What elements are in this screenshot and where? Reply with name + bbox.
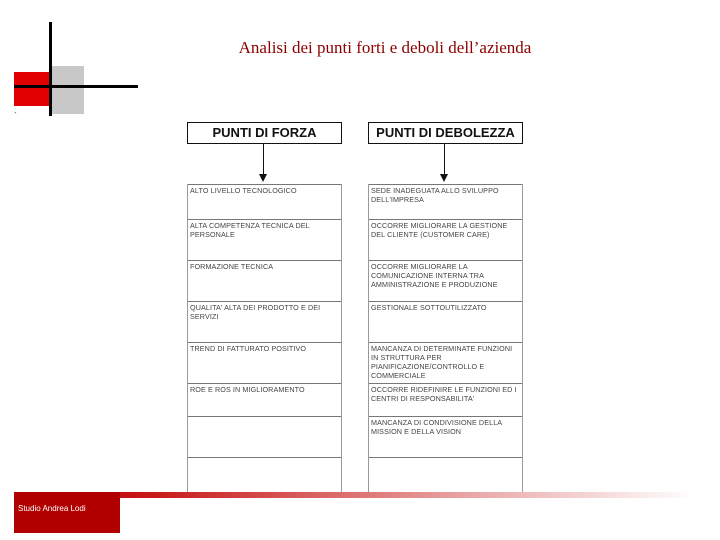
list-item: ROE E ROS IN MIGLIORAMENTO [188, 383, 341, 416]
list-item: SEDE INADEGUATA ALLO SVILUPPO DELL'IMPRESA [369, 184, 522, 219]
down-arrow-icon [187, 144, 342, 184]
list-item: FORMAZIONE TECNICA [188, 260, 341, 301]
weaknesses-list [368, 184, 523, 498]
list-item: OCCORRE MIGLIORARE LA COMUNICAZIONE INTERNA TRA AMMINISTRAZIONE E PRODUZIONE [369, 260, 522, 301]
list-item: OCCORRE RIDEFINIRE LE FUNZIONI ED I CENTRI DI RESPONSABILITA' [369, 383, 522, 416]
footer-text: Studio Andrea Lodi [18, 504, 86, 513]
list-item: QUALITA' ALTA DEI PRODOTTO E DEI SERVIZI [188, 301, 341, 342]
strengths-header: PUNTI DI FORZA [187, 122, 342, 144]
decor-vertical-line [49, 22, 52, 116]
list-item: MANCANZA DI CONDIVISIONE DELLA MISSION E DELLA VISION [369, 416, 522, 457]
slide-title: Analisi dei punti forti e deboli dell’azienda [238, 38, 532, 57]
strengths-list [187, 184, 342, 498]
list-item: ALTA COMPETENZA TECNICA DEL PERSONALE [188, 219, 341, 260]
decor-red-block [14, 72, 51, 106]
decor-horizontal-line [14, 85, 138, 88]
weaknesses-column [368, 122, 523, 498]
list-item: TREND DI FATTURATO POSITIVO [188, 342, 341, 383]
down-arrow-icon [368, 144, 523, 184]
corner-mark: ` [14, 111, 17, 121]
list-item: GESTIONALE SOTTOUTILIZZATO [369, 301, 522, 342]
weaknesses-header: PUNTI DI DEBOLEZZA [368, 122, 523, 144]
decor-gray-block [50, 66, 84, 114]
list-item: MANCANZA DI DETERMINATE FUNZIONI IN STRUTTURA PER PIANIFICAZIONE/CONTROLLO E COMMERCIALE [369, 342, 522, 383]
list-item: ALTO LIVELLO TECNOLOGICO [188, 184, 341, 219]
list-item [188, 416, 341, 457]
list-item: OCCORRE MIGLIORARE LA GESTIONE DEL CLIENTE (CUSTOMER CARE) [369, 219, 522, 260]
strengths-column [187, 122, 342, 498]
